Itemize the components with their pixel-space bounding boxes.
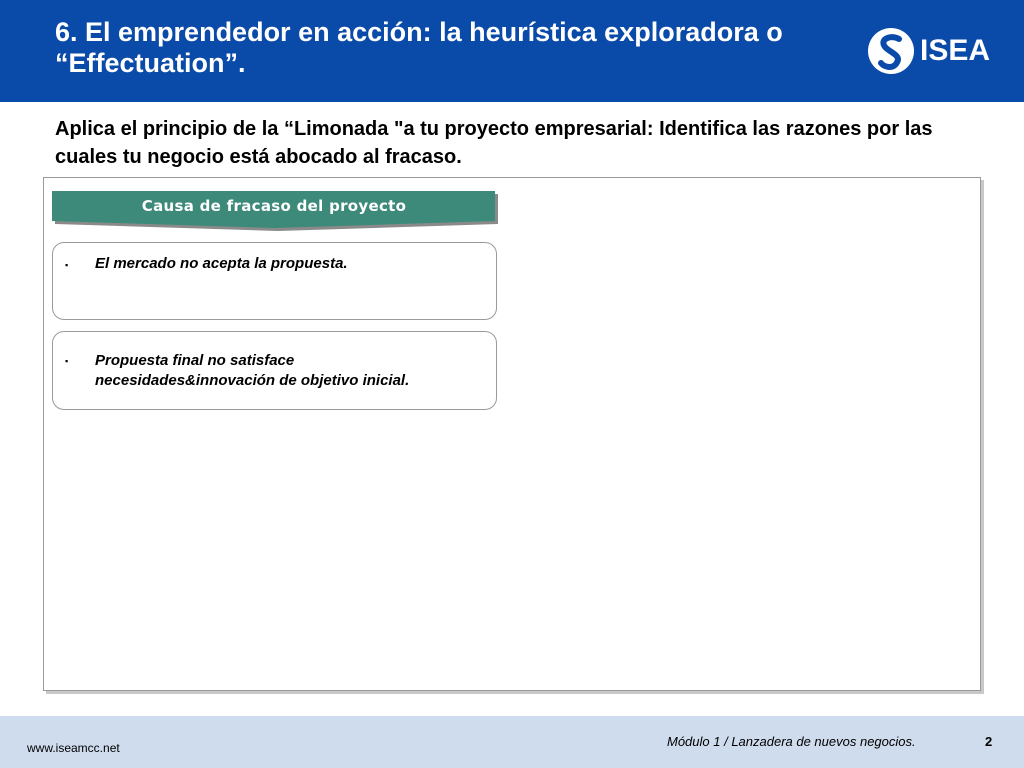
banner-label: Causa de fracaso del proyecto <box>141 197 407 215</box>
footer-bar <box>0 716 1024 768</box>
square-bullet-icon: ▪ <box>65 260 69 270</box>
footer-module-label: Módulo 1 / Lanzadera de nuevos negocios. <box>667 734 916 749</box>
isea-s-logo-icon <box>866 26 916 76</box>
cause-text-2: Propuesta final no satisface necesidades&innovación de objetivo inicial. <box>95 352 410 389</box>
header-bar <box>0 0 1024 102</box>
logo-text: ISEA <box>920 34 991 67</box>
slide-subtitle: Aplica el principio de la “Limonada "a tu proyecto empresarial: Identifica las razones por las cuales tu negocio está abocado al fracaso. <box>55 118 933 168</box>
slide-title: 6. El emprendedor en acción: la heurística exploradora o “Effectuation”. <box>55 17 783 78</box>
page-number: 2 <box>985 734 993 749</box>
cause-card-1 <box>52 242 497 320</box>
cause-card-2 <box>52 331 497 410</box>
isea-logo <box>866 26 996 76</box>
cause-banner <box>52 191 496 221</box>
square-bullet-icon: ▪ <box>65 356 69 366</box>
footer-url-link[interactable]: www.iseamcc.net <box>27 741 120 755</box>
cause-text-1: El mercado no acepta la propuesta. <box>95 255 348 272</box>
